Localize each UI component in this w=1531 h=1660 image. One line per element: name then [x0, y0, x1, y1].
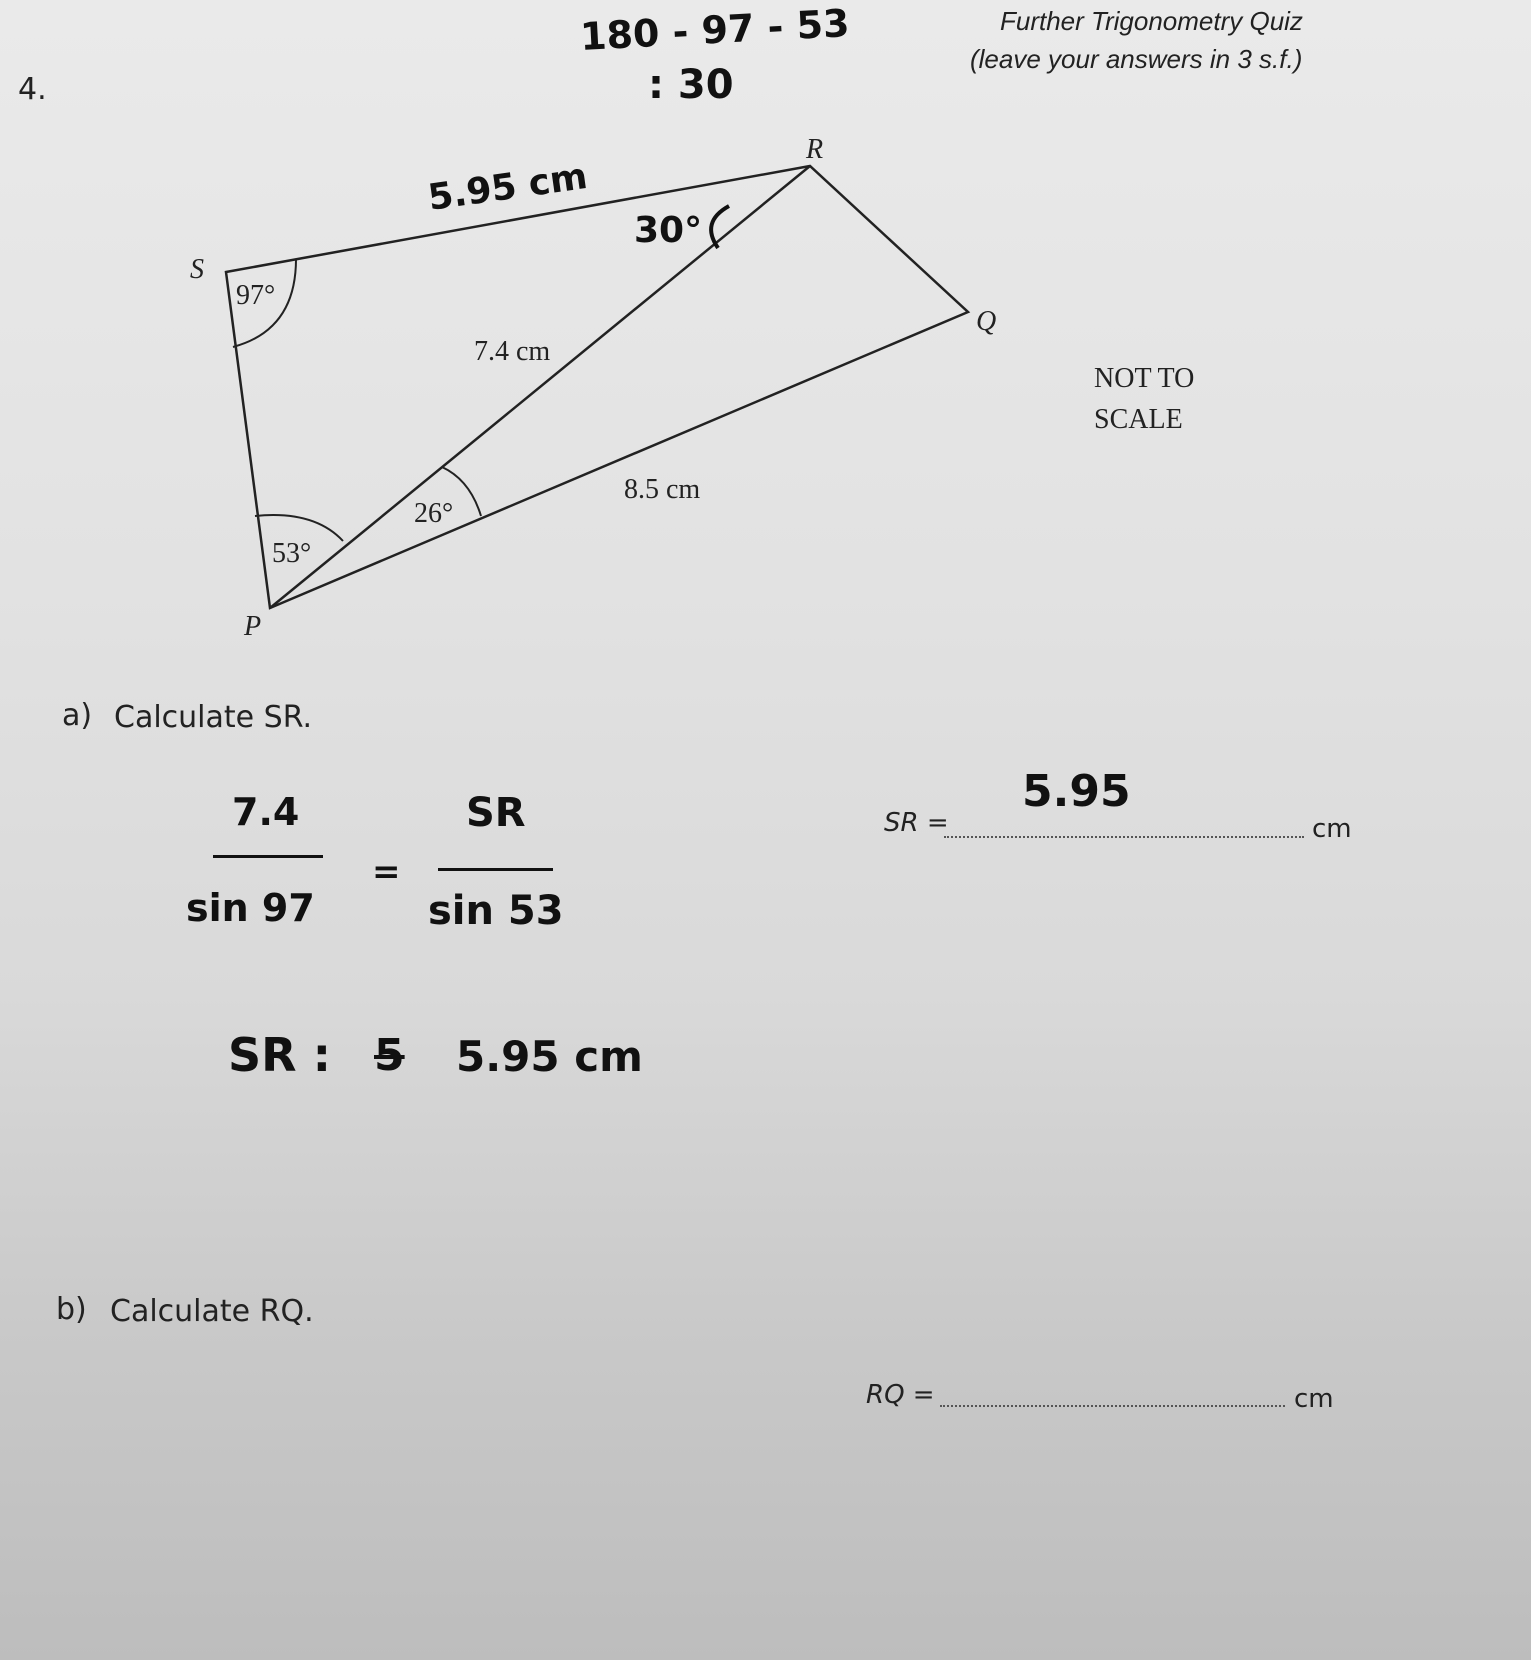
not-to-scale-line2: SCALE — [1094, 404, 1183, 435]
not-to-scale-line1: NOT TO — [1094, 363, 1195, 394]
quadrilateral-diagram — [0, 0, 1531, 660]
fraction-equals-sign: = — [372, 852, 401, 892]
sr-answer-label: SR = — [884, 808, 949, 838]
fraction-right-denominator: sin 53 — [428, 888, 564, 934]
fraction-right-bar — [438, 868, 553, 871]
part-a-prompt: Calculate SR. — [114, 700, 313, 735]
diagonal-pr — [270, 166, 810, 608]
quiz-title: Further Trigonometry Quiz — [1000, 6, 1303, 36]
sr-answer-line[interactable] — [944, 836, 1304, 838]
angle-label-p: 53° — [272, 538, 312, 569]
fraction-left-denominator: sin 97 — [186, 886, 315, 930]
sr-answer-value[interactable]: 5.95 — [1022, 766, 1131, 817]
part-a-label: a) — [62, 698, 93, 733]
rq-answer-label: RQ = — [866, 1380, 935, 1410]
angle-arc-r — [711, 206, 729, 248]
vertex-label-p: P — [244, 611, 262, 642]
handwritten-angle-result: : 30 — [648, 62, 734, 108]
angle-label-s: 97° — [236, 280, 276, 311]
vertex-label-s: S — [190, 254, 204, 285]
handwritten-sr-length: 5.95 cm — [425, 156, 590, 219]
rq-answer-unit: cm — [1294, 1384, 1334, 1414]
fraction-left-bar — [213, 855, 323, 858]
result-lhs: SR : — [228, 1028, 331, 1082]
vertex-label-q: Q — [976, 306, 997, 337]
quadrilateral-outline — [226, 166, 968, 608]
part-b-label: b) — [56, 1292, 87, 1327]
fraction-left-numerator: 7.4 — [232, 790, 300, 834]
question-number: 4. — [18, 72, 47, 107]
angle-label-p-inner: 26° — [414, 498, 454, 529]
quiz-instructions: (leave your answers in 3 s.f.) — [970, 44, 1303, 74]
vertex-label-r: R — [806, 134, 824, 165]
result-struck-digit: 5 — [374, 1030, 405, 1081]
result-value: 5.95 cm — [456, 1032, 643, 1081]
sr-answer-unit: cm — [1312, 814, 1352, 844]
length-label-pr: 7.4 cm — [474, 336, 551, 367]
handwritten-angle-sum: 180 - 97 - 53 — [579, 0, 851, 60]
length-label-pq: 8.5 cm — [624, 474, 701, 505]
angle-label-r: 30° — [634, 210, 703, 251]
rq-answer-line[interactable] — [940, 1405, 1285, 1407]
fraction-right-numerator: SR — [466, 790, 526, 836]
part-b-prompt: Calculate RQ. — [110, 1294, 314, 1329]
